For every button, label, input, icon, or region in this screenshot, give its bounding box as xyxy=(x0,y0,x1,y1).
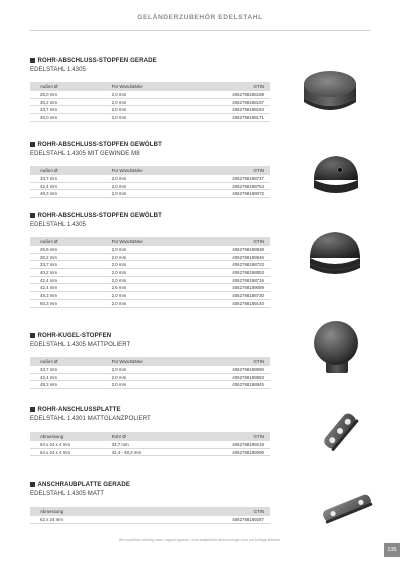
column-header: Abmessung xyxy=(40,433,64,439)
table-row xyxy=(30,276,270,284)
table-header-row xyxy=(30,357,270,366)
table-row xyxy=(30,516,270,524)
table-cell: 2,0 mm xyxy=(112,299,203,307)
table-cell: 33,7 mm xyxy=(30,366,112,374)
table-row xyxy=(30,253,270,261)
section-subtitle: EDELSTAHL 1.4305 MATT xyxy=(30,490,105,497)
table-cell: 4062768189140 xyxy=(203,299,270,307)
table-row xyxy=(30,448,270,456)
table-cell: 42,4 mm xyxy=(30,182,112,190)
table-cell: 2,0 mm xyxy=(112,114,203,122)
table-row xyxy=(30,98,270,106)
table-cell: 4062768188754 xyxy=(203,182,270,190)
bullet-square-icon xyxy=(30,58,35,63)
column-header: Rohr Ø xyxy=(111,433,126,439)
table-row xyxy=(30,190,270,198)
table-cell: 2,0 mm xyxy=(112,269,203,277)
table-header-row xyxy=(30,507,270,516)
table-row xyxy=(30,106,270,114)
table-cell: 33,7 mm xyxy=(112,441,203,449)
table-cell: 4062768188171 xyxy=(203,114,270,122)
connection-plate-image xyxy=(318,406,362,456)
table-cell: 64 x 24 x 4 mm xyxy=(30,441,112,449)
section-subtitle: EDELSTAHL 1.4305 xyxy=(30,221,86,228)
column-header: Für Wandstärke xyxy=(111,167,143,173)
end-cap-domed-image xyxy=(306,226,364,280)
bullet-square-icon xyxy=(30,213,35,218)
table-cell: 4062768189287 xyxy=(203,516,270,524)
table-cell: 4062768189096 xyxy=(203,448,270,456)
table-cell: 4062768188723 xyxy=(203,261,270,269)
column-header: Für Wandstärke xyxy=(111,83,143,89)
page-header xyxy=(30,14,370,31)
table-cell: 2,0 mm xyxy=(112,366,203,374)
product-table xyxy=(30,432,270,456)
section-subtitle: EDELSTAHL 1.4305 MATTPOLIERT xyxy=(30,341,131,348)
section-title: ANSCHRAUBPLATTE GERADE xyxy=(37,481,130,488)
table-row xyxy=(30,284,270,292)
table-cell: 48,3 mm xyxy=(30,381,112,389)
table-row xyxy=(30,373,270,381)
table-cell: 4062768188983 xyxy=(203,373,270,381)
table-cell: 42,4 mm xyxy=(30,276,112,284)
table-row xyxy=(30,269,270,277)
column-header: Für Wandstärke xyxy=(111,358,143,364)
table-row xyxy=(30,292,270,300)
table-cell: 2,0 mm xyxy=(112,106,203,114)
table-row xyxy=(30,182,270,190)
table-cell: 62 x 24 mm xyxy=(30,516,112,524)
table-cell: 4062768188730 xyxy=(203,292,270,300)
table-cell: 60,3 mm xyxy=(30,299,112,307)
table-cell: 2,0 mm xyxy=(112,175,203,183)
page-header-title: GELÄNDERZUBEHÖR EDELSTAHL xyxy=(137,14,263,21)
table-row xyxy=(30,246,270,254)
product-table xyxy=(30,357,270,389)
screw-plate-image xyxy=(318,490,376,526)
table-row xyxy=(30,91,270,99)
table-cell: 30,2 mm xyxy=(30,98,112,106)
table-cell xyxy=(112,516,203,524)
header-divider xyxy=(30,30,370,31)
product-table xyxy=(30,166,270,198)
table-row xyxy=(30,366,270,374)
table-cell: 2,0 mm xyxy=(112,253,203,261)
table-cell: 33,7 mm xyxy=(30,261,112,269)
section-title: ROHR-ABSCHLUSS-STOPFEN GEWÖLBT xyxy=(37,212,162,219)
bullet-square-icon xyxy=(30,407,35,412)
column-header: Außen Ø xyxy=(40,83,58,89)
bullet-square-icon xyxy=(30,333,35,338)
table-cell: 4062768188846 xyxy=(203,253,270,261)
table-cell: 33,7 mm xyxy=(30,175,112,183)
column-header: GTIN xyxy=(253,167,264,173)
ball-cap-image xyxy=(306,315,366,377)
table-cell: 4062768188747 xyxy=(203,175,270,183)
end-cap-flat-image xyxy=(298,62,362,118)
table-cell: 2,0 mm xyxy=(112,98,203,106)
column-header: Abmessung xyxy=(40,508,64,514)
table-cell: 48,3 mm xyxy=(30,190,112,198)
product-table xyxy=(30,82,270,122)
product-table xyxy=(30,507,270,524)
table-cell: 42,4 - 48,3 mm xyxy=(112,448,203,456)
column-header: Außen Ø xyxy=(40,238,58,244)
table-row xyxy=(30,114,270,122)
column-header xyxy=(112,507,203,516)
table-cell: 2,0 mm xyxy=(112,91,203,99)
table-cell: 48,3 mm xyxy=(30,292,112,300)
column-header: GTIN xyxy=(253,508,264,514)
column-header: Außen Ø xyxy=(40,167,58,173)
table-row xyxy=(30,381,270,389)
column-header: GTIN xyxy=(253,238,264,244)
table-cell: 40,2 mm xyxy=(30,269,112,277)
table-cell: 26,9 mm xyxy=(30,246,112,254)
bullet-square-icon xyxy=(30,482,35,487)
table-cell: 2,0 mm xyxy=(112,261,203,269)
table-cell: 2,0 mm xyxy=(112,246,203,254)
table-cell: 2,0 mm xyxy=(112,190,203,198)
table-cell: 42,4 mm xyxy=(30,284,112,292)
table-cell: 2,0 mm xyxy=(112,381,203,389)
table-row xyxy=(30,175,270,183)
column-header: Außen Ø xyxy=(40,358,58,364)
table-cell: 4062768188716 xyxy=(203,276,270,284)
table-cell: 2,0 mm xyxy=(112,276,203,284)
table-cell: 40,0 mm xyxy=(30,114,112,122)
table-cell: 30,2 mm xyxy=(30,253,112,261)
section-subtitle: EDELSTAHL 1.4301 MATTGLANZPOLIERT xyxy=(30,415,151,422)
table-cell: 4062768189089 xyxy=(203,284,270,292)
section-title: ROHR-ABSCHLUSS-STOPFEN GEWÖLBT xyxy=(37,141,162,148)
table-cell: 4062768189218 xyxy=(203,441,270,449)
bullet-square-icon xyxy=(30,142,35,147)
table-cell: 2,6 mm xyxy=(112,284,203,292)
table-header-row xyxy=(30,166,270,175)
table-cell: 4062768189072 xyxy=(203,190,270,198)
end-cap-domed-thread-image xyxy=(310,150,362,200)
table-cell: 42,4 mm xyxy=(30,373,112,381)
footnote: Wir empfehlen ständig unser Lagerprogramm, nicht aufgeführte Abmessungen sind auf Anfrage lieferbar. xyxy=(118,538,282,542)
column-header: GTIN xyxy=(253,358,264,364)
product-table xyxy=(30,237,270,308)
table-cell: 33,7 mm xyxy=(30,106,112,114)
table-row xyxy=(30,261,270,269)
table-cell: 2,0 mm xyxy=(112,182,203,190)
table-cell: 4062768188188 xyxy=(203,91,270,99)
table-cell: 4062768188157 xyxy=(203,98,270,106)
section-subtitle: EDELSTAHL 1.4305 xyxy=(30,66,86,73)
table-cell: 25,0 mm xyxy=(30,91,112,99)
table-cell: 2,0 mm xyxy=(112,292,203,300)
table-cell: 4062768188945 xyxy=(203,381,270,389)
column-header: GTIN xyxy=(253,83,264,89)
table-cell: 4062768188838 xyxy=(203,246,270,254)
table-header-row xyxy=(30,432,270,441)
section-title: ROHR-KUGEL-STOPFEN xyxy=(37,332,112,339)
column-header: Für Wandstärke xyxy=(111,238,143,244)
table-cell: 4062768188990 xyxy=(203,366,270,374)
table-row xyxy=(30,299,270,307)
section-title: ROHR-ABSCHLUSS-STOPFEN GERADE xyxy=(37,57,157,64)
table-cell: 2,0 mm xyxy=(112,373,203,381)
page-number: 135 xyxy=(384,543,400,557)
table-cell: 64 x 24 x 4 mm xyxy=(30,448,112,456)
section-title: ROHR-ANSCHLUSSPLATTE xyxy=(37,406,121,413)
table-cell: 4062768188164 xyxy=(203,106,270,114)
table-header-row xyxy=(30,237,270,246)
table-row xyxy=(30,441,270,449)
table-header-row xyxy=(30,82,270,91)
section-subtitle: EDELSTAHL 1.4305 MIT GEWINDE M8 xyxy=(30,150,140,157)
column-header: GTIN xyxy=(253,433,264,439)
table-cell: 4062768188853 xyxy=(203,269,270,277)
